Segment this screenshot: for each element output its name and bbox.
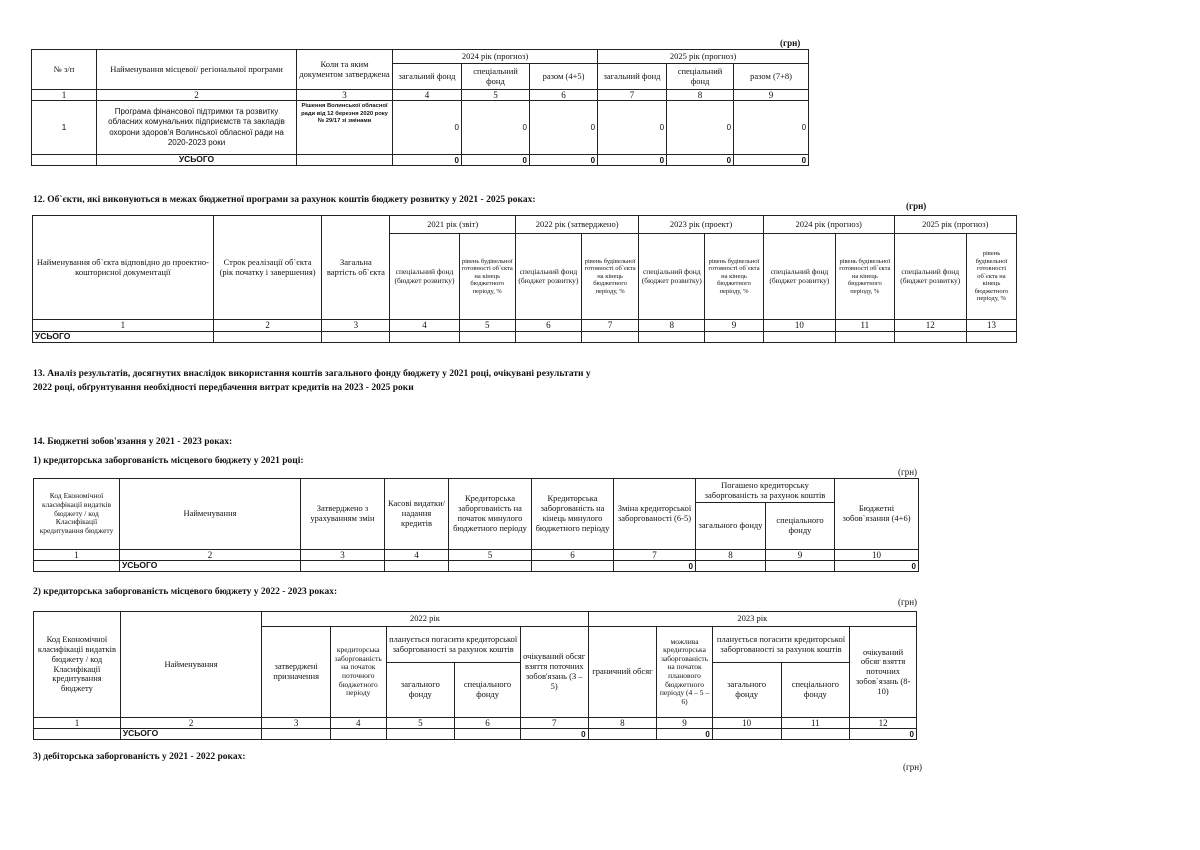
header-approved: Затверджено з урахуванням змін bbox=[301, 479, 385, 550]
header-year-2023: 2023 рік bbox=[588, 612, 916, 627]
total-row bbox=[33, 332, 1017, 343]
col-num: 5 bbox=[449, 550, 532, 561]
total-change: 0 bbox=[614, 561, 696, 572]
header-special-fund: спеціального фонду bbox=[455, 663, 521, 718]
column-numbers-row bbox=[32, 90, 809, 101]
header-year-2025: 2025 рік (прогноз) bbox=[894, 216, 1016, 234]
col-num: 6 bbox=[530, 90, 598, 101]
empty-cell bbox=[781, 729, 850, 740]
sub3-unit: (грн) bbox=[903, 762, 923, 772]
sub3-title: 3) дебіторська заборгованість у 2021 - 2022 роках: bbox=[33, 752, 246, 762]
empty-cell bbox=[390, 332, 459, 343]
header-special-fund: спеціальний фонд (бюджет розвитку) bbox=[763, 234, 835, 320]
col-num: 4 bbox=[385, 550, 449, 561]
col-num: 9 bbox=[766, 550, 835, 561]
col-num: 11 bbox=[836, 320, 895, 332]
header-year-2022: 2022 рік (затверджено) bbox=[515, 216, 638, 234]
total-row bbox=[34, 561, 919, 572]
col-num: 1 bbox=[34, 718, 121, 729]
header-special-fund: спеціальний фонд (бюджет розвитку) bbox=[639, 234, 705, 320]
section-12-unit: (грн) bbox=[906, 201, 927, 211]
empty-cell bbox=[966, 332, 1016, 343]
total-value: 0 bbox=[667, 155, 734, 166]
row-program-name: Програма фінансової підтримки та розвитку обласних комунальних підприємств та закладів охорони здоров'я Волинської обласної ради на 2020-2023 роки bbox=[97, 101, 297, 155]
header-general-fund-4: загальний фонд bbox=[393, 64, 462, 90]
total-value: 0 bbox=[734, 155, 809, 166]
header-special-fund-8: спеціальний фонд bbox=[667, 64, 734, 90]
col-num: 2 bbox=[120, 550, 301, 561]
col-num: 5 bbox=[462, 90, 530, 101]
empty-cell bbox=[213, 332, 322, 343]
column-numbers-row bbox=[34, 550, 919, 561]
empty-cell bbox=[532, 561, 614, 572]
empty-cell bbox=[385, 561, 449, 572]
empty-cell bbox=[894, 332, 966, 343]
row-value: 0 bbox=[734, 101, 809, 155]
row-value: 0 bbox=[530, 101, 598, 155]
row-value: 0 bbox=[462, 101, 530, 155]
header-total-9: разом (7+8) bbox=[734, 64, 809, 90]
header-code: Код Економічної класифікації видатків бюджету / код Класифікації кредитування бюджету bbox=[34, 612, 121, 718]
empty-cell bbox=[262, 729, 331, 740]
total-row bbox=[32, 155, 809, 166]
col-num: 8 bbox=[588, 718, 657, 729]
header-document: Коли та яким документом затверджена bbox=[297, 50, 393, 90]
col-num: 9 bbox=[734, 90, 809, 101]
empty-cell bbox=[712, 729, 781, 740]
header-object-name: Найменування об`єкта відповідно до проектно-кошторисної документації bbox=[33, 216, 214, 320]
programs-table bbox=[31, 49, 809, 166]
empty-cell bbox=[322, 332, 390, 343]
section-12-title: 12. Об`єкти, які виконуються в межах бюджетної програми за рахунок коштів бюджету розвитку у 2021 - 2025 роках: bbox=[33, 195, 536, 205]
column-numbers-row bbox=[34, 718, 917, 729]
section-13-title-line1: 13. Аналіз результатів, досягнутих внаслідок використання коштів загального фонду бюджету у 2021 році, очікувані результати у bbox=[33, 369, 591, 379]
empty-cell bbox=[330, 729, 386, 740]
row-value: 0 bbox=[667, 101, 734, 155]
col-num: 2 bbox=[97, 90, 297, 101]
row-num: 1 bbox=[32, 101, 97, 155]
col-num: 7 bbox=[581, 320, 638, 332]
header-readiness-level: рівень будівельної готовності об`єкта на кінець бюджетного періоду, % bbox=[966, 234, 1016, 320]
sub2-unit: (грн) bbox=[898, 597, 918, 607]
col-num: 5 bbox=[459, 320, 515, 332]
total-label: УСЬОГО bbox=[97, 155, 297, 166]
header-planned-repay-2022: планується погасити кредиторської заборгованості за рахунок коштів bbox=[386, 627, 520, 663]
col-num: 2 bbox=[120, 718, 261, 729]
header-approved: затверджені призначення bbox=[262, 627, 331, 718]
col-num: 11 bbox=[781, 718, 850, 729]
col-num: 5 bbox=[386, 718, 455, 729]
empty-cell bbox=[34, 561, 120, 572]
col-num: 4 bbox=[390, 320, 459, 332]
header-year-2022: 2022 рік bbox=[262, 612, 588, 627]
header-name: Найменування bbox=[120, 479, 301, 550]
col-num: 1 bbox=[33, 320, 214, 332]
payables-2022-2023-table bbox=[33, 611, 917, 740]
col-num: 3 bbox=[262, 718, 331, 729]
total-value: 0 bbox=[598, 155, 667, 166]
col-num: 7 bbox=[520, 718, 588, 729]
header-special-fund: спеціальний фонд (бюджет розвитку) bbox=[515, 234, 581, 320]
total-label: УСЬОГО bbox=[33, 332, 214, 343]
col-num: 3 bbox=[322, 320, 390, 332]
payables-2021-table bbox=[33, 478, 919, 572]
sub2-title: 2) кредиторська заборгованість місцевого бюджету у 2022 - 2023 роках: bbox=[33, 587, 338, 597]
empty-cell bbox=[705, 332, 764, 343]
header-cost: Загальна вартість об`єкта bbox=[322, 216, 390, 320]
header-expected-obligations-12: очікуваний обсяг взяття поточних зобов`язань (8-10) bbox=[850, 627, 917, 718]
objects-table bbox=[32, 215, 1017, 343]
col-num: 2 bbox=[213, 320, 322, 332]
col-num: 3 bbox=[297, 90, 393, 101]
total-value: 0 bbox=[462, 155, 530, 166]
header-program-name: Найменування місцевої/ регіональної програми bbox=[97, 50, 297, 90]
empty-cell bbox=[449, 561, 532, 572]
section-13-title-line2: 2022 році, обґрунтування необхідності передбачення витрат кредитів на 2023 - 2025 роки bbox=[33, 383, 414, 393]
row-value: 0 bbox=[393, 101, 462, 155]
header-readiness-level: рівень будівельної готовності об`єкта на кінець бюджетного періоду, % bbox=[581, 234, 638, 320]
empty-cell bbox=[763, 332, 835, 343]
header-special-fund: спеціального фонду bbox=[766, 503, 835, 550]
header-term: Строк реалізації об`єкта (рік початку і завершення) bbox=[213, 216, 322, 320]
col-num: 10 bbox=[712, 718, 781, 729]
col-num: 4 bbox=[393, 90, 462, 101]
empty-cell bbox=[34, 729, 121, 740]
column-numbers-row bbox=[33, 320, 1017, 332]
section-14-title: 14. Бюджетні зобов'язання у 2021 - 2023 роках: bbox=[33, 437, 233, 447]
header-special-fund: спеціального фонду bbox=[781, 663, 850, 718]
col-num: 3 bbox=[301, 550, 385, 561]
col-num: 7 bbox=[614, 550, 696, 561]
col-num: 9 bbox=[657, 718, 713, 729]
col-num: 6 bbox=[455, 718, 521, 729]
empty-cell bbox=[836, 332, 895, 343]
empty-cell bbox=[297, 155, 393, 166]
header-year-2021: 2021 рік (звіт) bbox=[390, 216, 516, 234]
col-num: 13 bbox=[966, 320, 1016, 332]
table1-unit: (грн) bbox=[780, 38, 801, 48]
empty-cell bbox=[515, 332, 581, 343]
header-special-fund-5: спеціальний фонд bbox=[462, 64, 530, 90]
row-value: 0 bbox=[598, 101, 667, 155]
header-possible-payables: можлива кредиторська заборгованість на початок планового бюджетного періоду (4 – 5 – 6) bbox=[657, 627, 713, 718]
col-num: 7 bbox=[598, 90, 667, 101]
header-year-2024: 2024 рік (прогноз) bbox=[763, 216, 894, 234]
sub1-unit: (грн) bbox=[898, 467, 918, 477]
col-num: 10 bbox=[835, 550, 919, 561]
empty-cell bbox=[696, 561, 766, 572]
header-num: № з/п bbox=[32, 50, 97, 90]
header-general-fund: загального фонду bbox=[696, 503, 766, 550]
empty-cell bbox=[588, 729, 657, 740]
header-readiness-level: рівень будівельної готовності об`єкта на кінець бюджетного періоду, % bbox=[705, 234, 764, 320]
empty-cell bbox=[386, 729, 455, 740]
total-label: УСЬОГО bbox=[120, 729, 261, 740]
header-readiness-level: рівень будівельної готовності об`єкта на кінець бюджетного періоду, % bbox=[459, 234, 515, 320]
total-value: 0 bbox=[393, 155, 462, 166]
header-payables-change: Зміна кредиторської заборгованості (6-5) bbox=[614, 479, 696, 550]
col-num: 1 bbox=[32, 90, 97, 101]
total-expected-obligations-2023: 0 bbox=[850, 729, 917, 740]
header-general-fund: загального фонду bbox=[712, 663, 781, 718]
header-limit: граничний обсяг bbox=[588, 627, 657, 718]
empty-cell bbox=[639, 332, 705, 343]
col-num: 1 bbox=[34, 550, 120, 561]
header-2024: 2024 рік (прогноз) bbox=[393, 50, 598, 64]
empty-cell bbox=[581, 332, 638, 343]
header-cash-expenses: Касові видатки/ надання кредитів bbox=[385, 479, 449, 550]
col-num: 12 bbox=[894, 320, 966, 332]
header-name: Найменування bbox=[120, 612, 261, 718]
sub1-title: 1) кредиторська заборгованість місцевого бюджету у 2021 році: bbox=[33, 456, 304, 466]
header-payables-end: Кредиторська заборгованість на кінець минулого бюджетного періоду bbox=[532, 479, 614, 550]
header-planned-repay-2023: планується погасити кредиторської заборгованості за рахунок коштів bbox=[712, 627, 849, 663]
header-payables-start: Кредиторська заборгованість на початок минулого бюджетного періоду bbox=[449, 479, 532, 550]
col-num: 4 bbox=[330, 718, 386, 729]
total-obligations: 0 bbox=[835, 561, 919, 572]
col-num: 6 bbox=[515, 320, 581, 332]
header-readiness-level: рівень будівельної готовності об`єкта на кінець бюджетного періоду, % bbox=[836, 234, 895, 320]
total-possible-payables: 0 bbox=[657, 729, 713, 740]
header-general-fund: загального фонду bbox=[386, 663, 455, 718]
header-obligations: Бюджетні зобов`язання (4+6) bbox=[835, 479, 919, 550]
table-row bbox=[32, 101, 809, 155]
header-special-fund: спеціальний фонд (бюджет розвитку) bbox=[894, 234, 966, 320]
col-num: 12 bbox=[850, 718, 917, 729]
empty-cell bbox=[459, 332, 515, 343]
header-total-6: разом (4+5) bbox=[530, 64, 598, 90]
header-2025: 2025 рік (прогноз) bbox=[598, 50, 809, 64]
total-label: УСЬОГО bbox=[120, 561, 301, 572]
header-payables-start: кредиторська заборгованість на початок поточного бюджетного періоду bbox=[330, 627, 386, 718]
header-special-fund: спеціальний фонд (бюджет розвитку) bbox=[390, 234, 459, 320]
header-year-2023: 2023 рік (проект) bbox=[639, 216, 763, 234]
empty-cell bbox=[301, 561, 385, 572]
total-row bbox=[34, 729, 917, 740]
col-num: 10 bbox=[763, 320, 835, 332]
header-general-fund-7: загальний фонд bbox=[598, 64, 667, 90]
col-num: 9 bbox=[705, 320, 764, 332]
col-num: 8 bbox=[667, 90, 734, 101]
empty-cell bbox=[32, 155, 97, 166]
header-repaid: Погашено кредиторську заборгованість за рахунок коштів bbox=[696, 479, 835, 503]
total-expected-obligations: 0 bbox=[520, 729, 588, 740]
header-code: Код Економічної класифікації видатків бюджету / код Класифікації кредитування бюджету bbox=[34, 479, 120, 550]
header-expected-obligations-7: очікуваний обсяг взяття поточних зобов'язань (3 – 5) bbox=[520, 627, 588, 718]
empty-cell bbox=[455, 729, 521, 740]
total-value: 0 bbox=[530, 155, 598, 166]
col-num: 6 bbox=[532, 550, 614, 561]
col-num: 8 bbox=[639, 320, 705, 332]
empty-cell bbox=[766, 561, 835, 572]
col-num: 8 bbox=[696, 550, 766, 561]
row-document: Рішення Волинської обласної ради від 12 березня 2020 року № 29/17 зі змінами bbox=[297, 101, 393, 155]
